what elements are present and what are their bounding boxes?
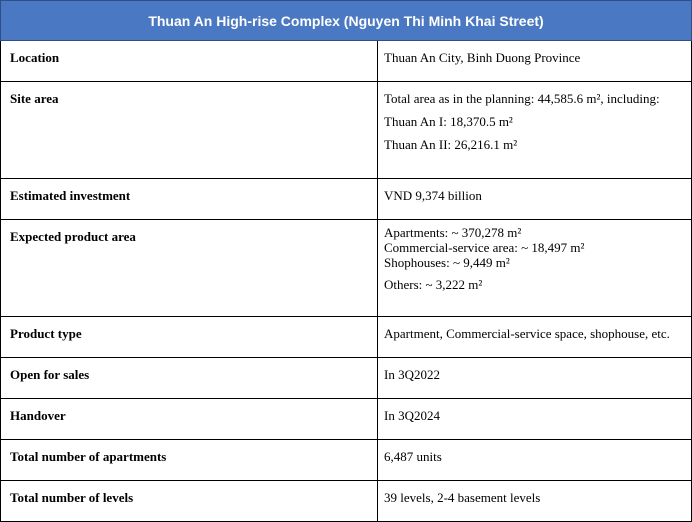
- row-label-levels: Total number of levels: [1, 481, 378, 522]
- table-row: [1, 317, 692, 358]
- product-area-apartments: Apartments: ~ 370,278 m²: [384, 225, 522, 240]
- row-label-product-area: Expected product area: [1, 220, 378, 317]
- row-label-open-sales: Open for sales: [1, 358, 378, 399]
- row-label-apartments: Total number of apartments: [1, 440, 378, 481]
- row-value-site-area: [378, 82, 692, 179]
- row-value-handover: In 3Q2024: [378, 399, 692, 440]
- row-value-open-sales: In 3Q2022: [378, 358, 692, 399]
- row-value-investment: VND 9,374 billion: [378, 179, 692, 220]
- table-row: [1, 220, 692, 317]
- table-row: [1, 399, 692, 440]
- row-label-investment: Estimated investment: [1, 179, 378, 220]
- site-area-thuan-an-2: Thuan An II: 26,216.1 m²: [384, 137, 518, 152]
- product-area-others: Others: ~ 3,222 m²: [384, 277, 483, 292]
- row-value-product-type: Apartment, Commercial-service space, shophouse, etc.: [378, 317, 692, 358]
- row-value-levels: 39 levels, 2-4 basement levels: [378, 481, 692, 522]
- row-label-handover: Handover: [1, 399, 378, 440]
- row-label-location: Location: [1, 41, 378, 82]
- table-row: [1, 179, 692, 220]
- row-label-site-area: Site area: [1, 82, 378, 179]
- row-value-apartments: 6,487 units: [378, 440, 692, 481]
- row-value-product-area: [378, 220, 692, 317]
- row-label-product-type: Product type: [1, 317, 378, 358]
- table-row: [1, 82, 692, 179]
- table-row: [1, 41, 692, 82]
- product-area-shophouses: Shophouses: ~ 9,449 m²: [384, 255, 510, 270]
- site-area-total: Total area as in the planning: 44,585.6 m², including:: [384, 91, 660, 106]
- table-row: [1, 481, 692, 522]
- table-row: [1, 358, 692, 399]
- row-value-location: Thuan An City, Binh Duong Province: [378, 41, 692, 82]
- site-area-thuan-an-1: Thuan An I: 18,370.5 m²: [384, 114, 513, 129]
- product-area-commercial: Commercial-service area: ~ 18,497 m²: [384, 240, 585, 255]
- table-title: Thuan An High-rise Complex (Nguyen Thi Minh Khai Street): [1, 1, 692, 41]
- table-row: [1, 440, 692, 481]
